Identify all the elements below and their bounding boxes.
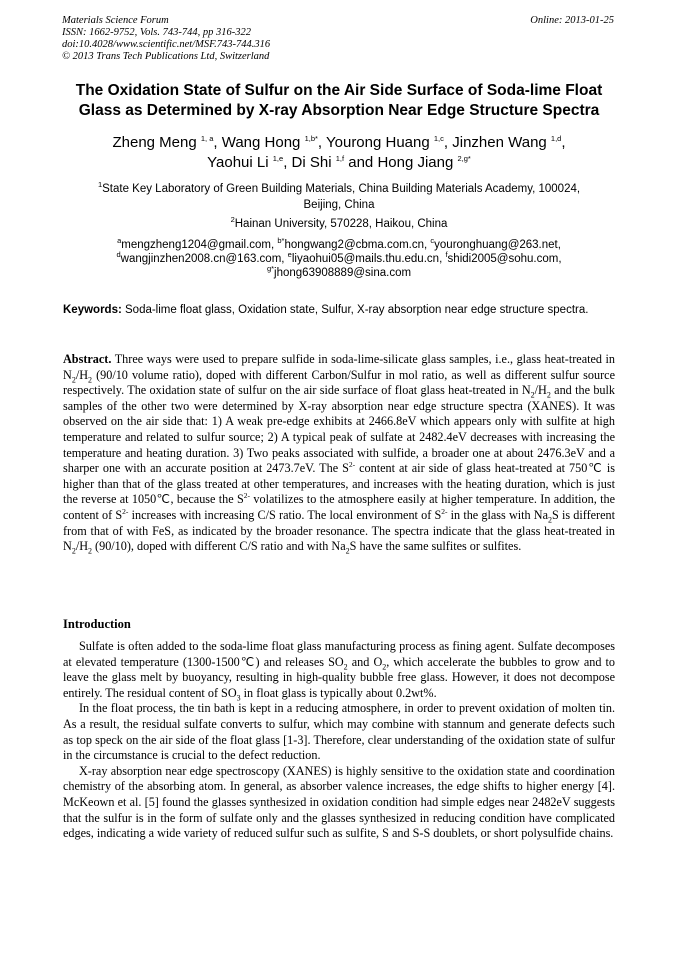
author-separator: , bbox=[443, 134, 453, 151]
email-sup: e bbox=[287, 250, 292, 260]
author-separator: and bbox=[344, 154, 378, 171]
email-address[interactable]: liyaohui05@mails.thu.edu.cn bbox=[291, 253, 440, 265]
author-name: Hong Jiang bbox=[377, 154, 454, 171]
abstract-section: Abstract. Three ways were used to prepare sulfide in soda-lime-silicate glass samples, i.e., glass heat-treated in $N_2/H_2$ (90/10 volume ratio), doped with different Carbon/Sulfur in mol ratio, as well as different sulfur source respectively. The oxidation state of sulfur on the air side surface of float glass heat-treated in $N_2/H_2$ and the bulk samples of the other two were determined by X-ray absorption near edge structure spectra (XANES). It was observed on the air side that: 1) A weak pre-edge exhibits at 2466.8eV which appears only with sulfite at high temperature and related to sulfur source; 2) A typical peak of sulfate at 2482.4eV decreases with increasing the temperature and heating duration. 3) Two peaks associated with sulfide, a broader one at about 2476.3eV and a sharper one with an accurate position at 2473.7eV. The $S^{2-}$ content at air side of glass heat-treated at 750℃ is higher than that of the glass treated at other temperatures, and increases with the heating duration, which is just the reverse at 1050℃, because the $S^{2-}$ volatilizes to the atmosphere easily at higher temperature. In addition, the content of $S^{2-}$ increases with increasing C/S ratio. The local environment of $S^{2-}$ in the glass with $Na_2S$ is different from that of with FeS, as indicated by the broader resonance. The spectra indicate that the glass heat-treated in $N_2/H_2$ (90/10), doped with different C/S ratio and with $Na_2S$ have the same sulfites or sulfites. bbox=[63, 352, 616, 556]
email-list bbox=[40, 238, 638, 280]
author-name: Yaohui Li bbox=[207, 154, 269, 171]
email-sup: b* bbox=[277, 236, 285, 246]
author-affil-sup: 2,g* bbox=[457, 154, 471, 163]
author-affil-sup: 1,d bbox=[550, 134, 562, 143]
author-separator: , bbox=[561, 134, 566, 151]
keywords-section bbox=[63, 303, 615, 318]
author-name: Wang Hong bbox=[221, 134, 301, 151]
email-line-3 bbox=[40, 266, 638, 280]
author-line-2 bbox=[40, 153, 638, 173]
email-sup: a bbox=[117, 236, 122, 246]
author-name: Di Shi bbox=[291, 154, 332, 171]
email-address[interactable]: jhong63908889@sina.com bbox=[274, 267, 412, 279]
copyright-notice: © 2013 Trans Tech Publications Ltd, Switzerland bbox=[62, 51, 270, 62]
author-separator: , bbox=[213, 134, 222, 151]
intro-paragraph-1: Sulfate is often added to the soda-lime float glass manufacturing process as fining agent. Sulfate decomposes at elevated temperature (1300-1500℃) and releases $SO_2$ and $O_2$, which accelerate the bubbles to grow and to leave the glass melt by buoyancy, resulting in high-quality bubble free glass. However, it does not decompose entirely. The residual content of $SO_3$ in float glass is typically about 0.2wt%. bbox=[63, 639, 615, 703]
affiliation-2 bbox=[40, 216, 638, 232]
intro-paragraph-2: In the float process, the tin bath is kept in a reducing atmosphere, in order to prevent oxidation of molten tin. As a result, the residual sulfate converts to sulfur, which may combine with stannum and generate defects such as top speck on the air side of the float glass [1-3]. Therefore, clear understanding of the oxidation state of sulfur in the circumstance is crucial to the defect reduction. bbox=[63, 701, 615, 763]
author-affil-sup: 1,f bbox=[335, 154, 345, 163]
author-name: Jinzhen Wang bbox=[452, 134, 547, 151]
keywords-label: Keywords: bbox=[63, 304, 122, 316]
author-name: Yourong Huang bbox=[326, 134, 430, 151]
introduction-body bbox=[63, 639, 615, 842]
email-address[interactable]: hongwang2@cbma.com.cn bbox=[284, 239, 425, 251]
online-date: Online: 2013-01-25 bbox=[530, 15, 614, 26]
journal-name: Materials Science Forum bbox=[62, 15, 169, 26]
doi-link[interactable]: doi:10.4028/www.scientific.net/MSF.743-744.316 bbox=[62, 39, 271, 50]
author-affil-sup: 1,c bbox=[433, 134, 444, 143]
affiliation-sup: 2 bbox=[230, 215, 235, 225]
paper-title bbox=[40, 81, 638, 121]
intro-paragraph-3: X-ray absorption near edge spectroscopy (XANES) is highly sensitive to the oxidation state and coordination chemistry of the absorbing atom. In general, as absorber valence increases, the edge shifts to higher energy [4]. McKeown et al. [5] found the glasses synthesized in oxidation condition had simple edges near 2482eV suggests that the sulfur is in the form of sulfate only and the glasses synthesized in reducing condition have complicated edges, indicating a wide variety of reduced sulfur such as sulfite, S and S-S doublets, or short polysulfide chains. bbox=[63, 763, 615, 841]
title-line-2: Glass as Determined by X-ray Absorption Near Edge Structure Spectra bbox=[78, 102, 600, 119]
introduction-heading: Introduction bbox=[63, 617, 131, 631]
author-affil-sup: 1,e bbox=[272, 154, 284, 163]
author-affil-sup: 1, a bbox=[200, 134, 214, 143]
email-sup: f bbox=[445, 250, 448, 260]
email-line-2: $^d$wangjinzhen2008.cn@163.com, $^e$liyaohui05@mails.thu.edu.cn, $^f$shidi2005@sohu.com, bbox=[116, 250, 562, 265]
email-address[interactable]: mengzheng1204@gmail.com bbox=[121, 239, 271, 251]
affiliation-text: State Key Laboratory of Green Building Materials, China Building Materials Academy, 100024, bbox=[102, 183, 581, 195]
email-sup: c bbox=[430, 236, 435, 246]
email-sup: g* bbox=[266, 264, 275, 274]
affiliation-1 bbox=[40, 181, 638, 213]
author-affil-sup: 1,b* bbox=[304, 134, 318, 143]
author-separator: , bbox=[317, 134, 326, 151]
affiliation-text: Beijing, China bbox=[303, 199, 375, 211]
issn-info: ISSN: 1662-9752, Vols. 743-744, pp 316-322 bbox=[62, 27, 251, 38]
abstract-label: Abstract. bbox=[63, 352, 112, 366]
author-line-1 bbox=[40, 133, 638, 153]
affiliation-sup: 1 bbox=[97, 180, 103, 190]
title-line-1: The Oxidation State of Sulfur on the Air Side Surface of Soda-lime Float bbox=[75, 82, 603, 99]
email-line-1: $^a$mengzheng1204@gmail.com, $^{b*}$hongwang2@cbma.com.cn, $^c$youronghuang@263.net, bbox=[117, 236, 561, 251]
keywords-text: Soda-lime float glass, Oxidation state, Sulfur, X-ray absorption near edge structure spectra. bbox=[125, 304, 589, 316]
email-address[interactable]: youronghuang@263.net, bbox=[434, 239, 561, 251]
author-name: Zheng Meng bbox=[112, 134, 197, 151]
affiliation-text: Hainan University, 570228, Haikou, China bbox=[234, 218, 448, 230]
author-list bbox=[40, 133, 638, 173]
email-address[interactable]: wangjinzhen2008.cn@163.com bbox=[120, 253, 282, 265]
author-separator: , bbox=[283, 154, 292, 171]
publication-info bbox=[62, 15, 270, 63]
email-address[interactable]: shidi2005@sohu.com, bbox=[447, 253, 562, 265]
email-sup: d bbox=[116, 250, 121, 260]
